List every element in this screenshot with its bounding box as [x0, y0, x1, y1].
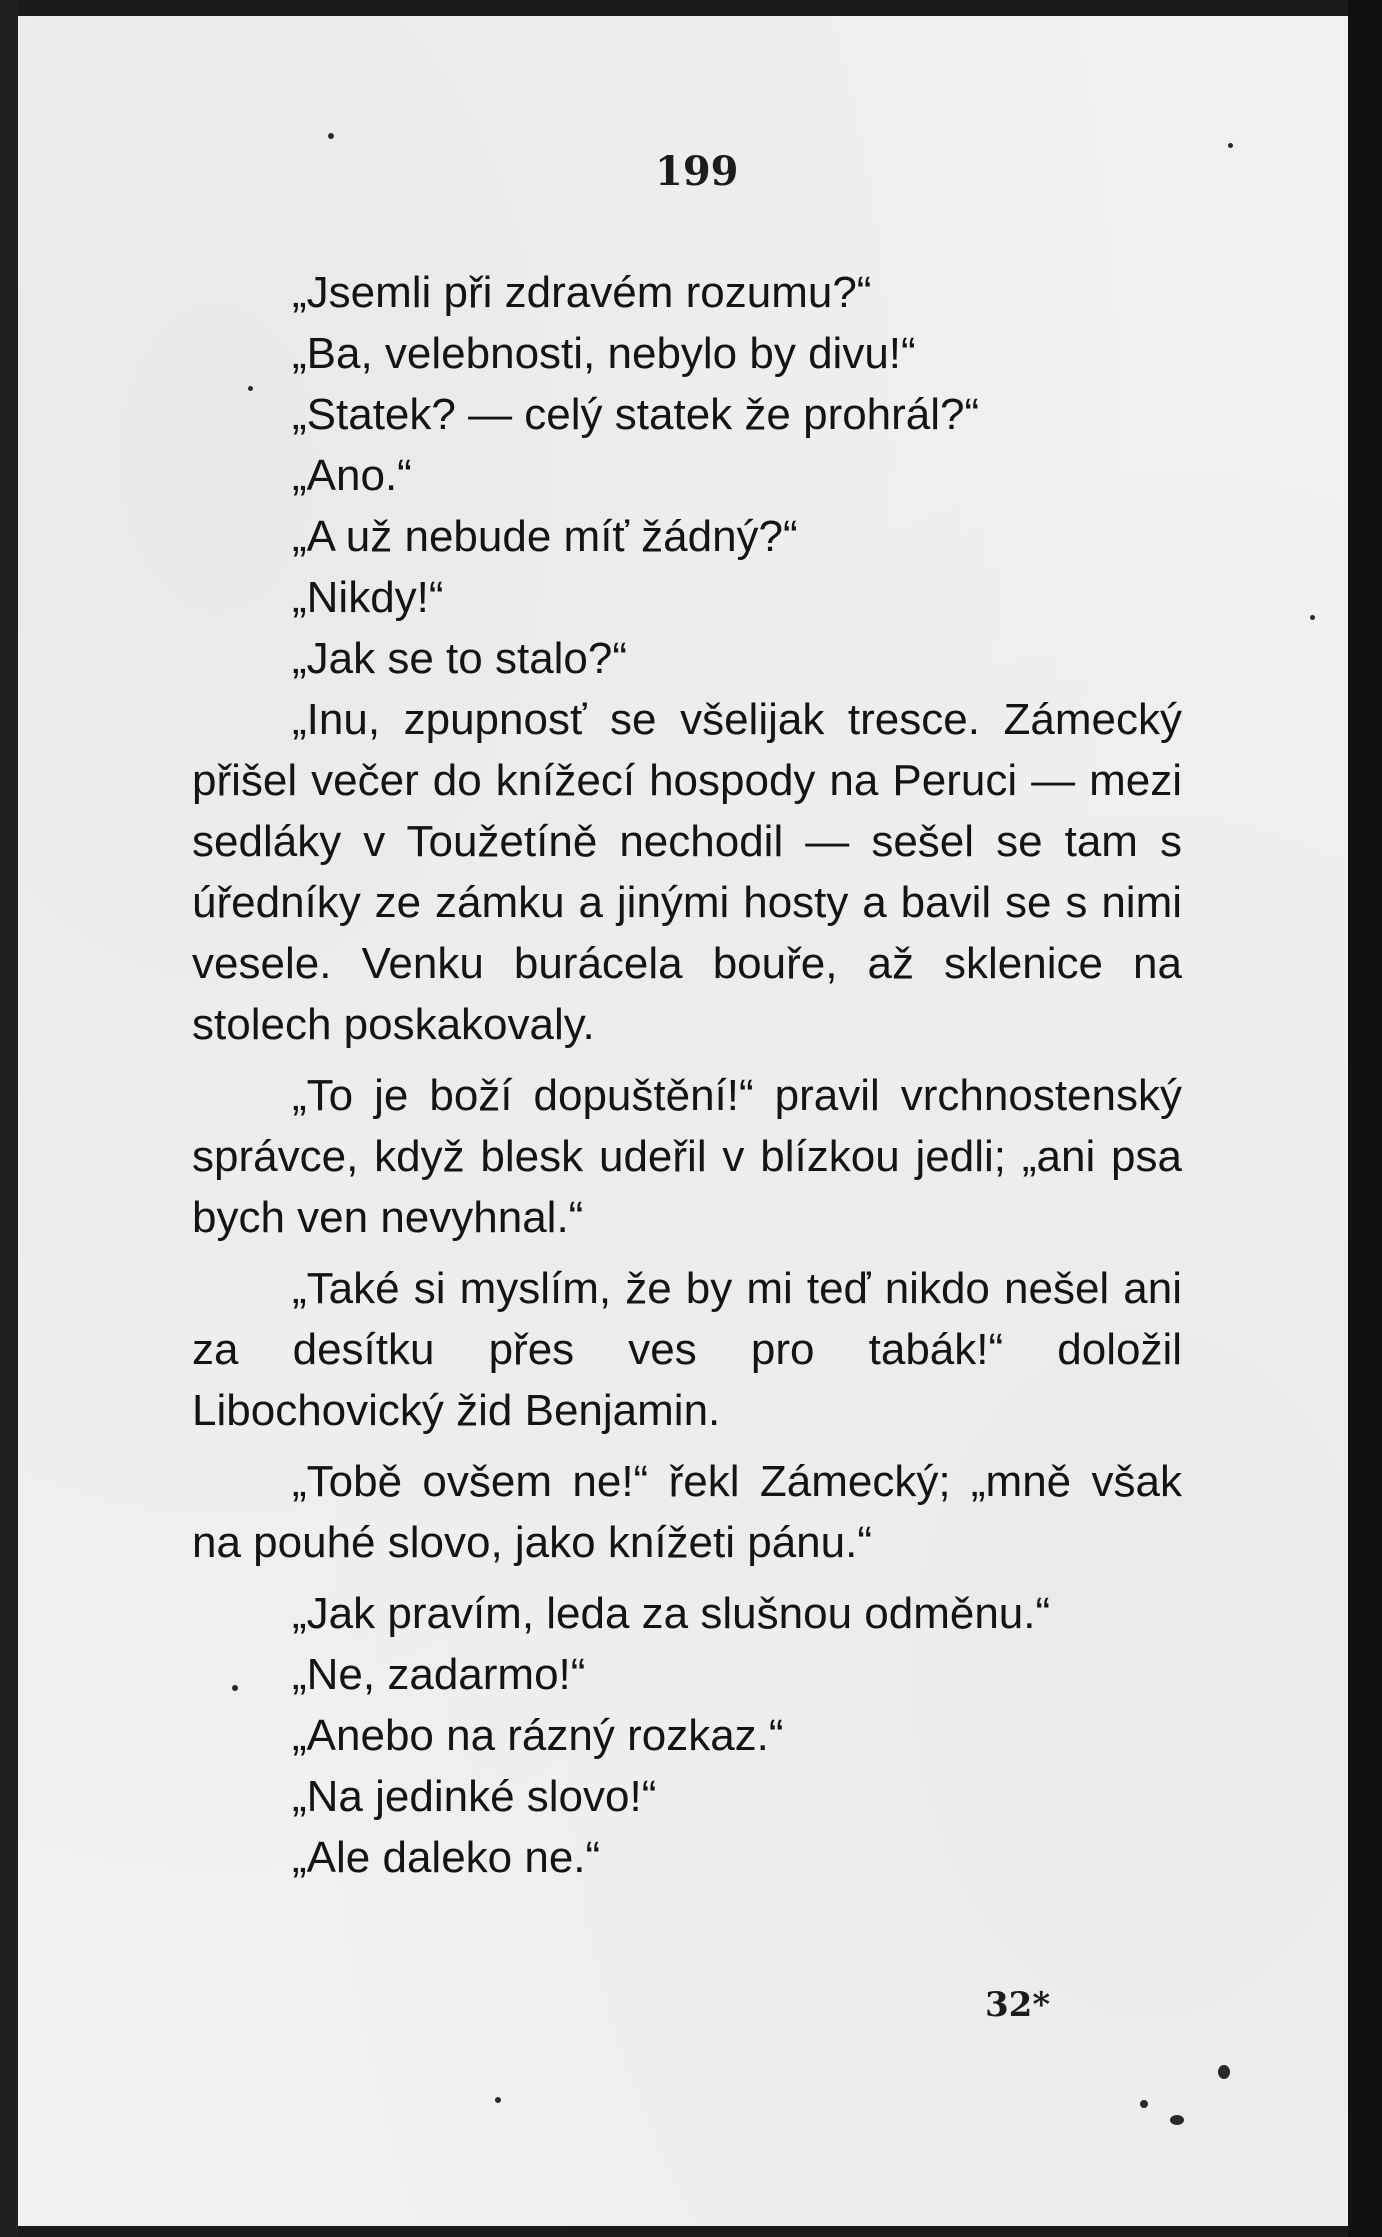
- dialogue-line: „Jak pravím, leda za slušnou odměnu.“: [292, 1589, 1051, 1638]
- paragraph: „Inu, zpupnosť se všelijak tresce. Zámecký přišel večer do knížecí hospody na Peruci — mezi sedláky v Toužetíně nechodil — sešel se tam s úředníky ze zámku a jinými hosty a bavil se s nimi vesele. Venku burácela bouře, až sklenice na stolech poskakovaly.: [192, 695, 1182, 1049]
- body-text: [192, 262, 1182, 1888]
- paper-speck: [248, 386, 253, 391]
- scan-left-edge: [0, 0, 18, 2237]
- signature-mark: 32*: [985, 1985, 1051, 2025]
- scan-right-edge: [1348, 0, 1382, 2237]
- paper-speck: [1310, 615, 1315, 620]
- paper-speck: [1170, 2115, 1184, 2125]
- dialogue-line: „Jsemli při zdravém rozumu?“: [292, 268, 872, 317]
- page-number: 199: [655, 148, 739, 195]
- dialogue-line: „Na jedinké slovo!“: [292, 1772, 657, 1821]
- paper-speck: [1140, 2100, 1148, 2108]
- paragraph: „Také si myslím, že by mi teď nikdo nešel ani za desítku přes ves pro tabák!“ doložil Libochovický žid Benjamin.: [192, 1264, 1182, 1435]
- paper-speck: [495, 2097, 501, 2103]
- dialogue-line: „A už nebude míť žádný?“: [292, 512, 798, 561]
- paper-speck: [1228, 143, 1233, 148]
- dialogue-line: „Ba, velebnosti, nebylo by divu!“: [292, 329, 916, 378]
- paragraph: „To je boží dopuštění!“ pravil vrchnostenský správce, když blesk udeřil v blízkou jedli; „ani psa bych ven nevyhnal.“: [192, 1071, 1182, 1242]
- dialogue-line: „Statek? — celý statek že prohrál?“: [292, 390, 980, 439]
- paper-speck: [232, 1685, 238, 1691]
- paper-speck: [328, 133, 334, 139]
- dialogue-line: „Ale daleko ne.“: [292, 1833, 601, 1882]
- paper-speck: [1218, 2065, 1230, 2079]
- dialogue-line: „Anebo na rázný rozkaz.“: [292, 1711, 784, 1760]
- dialogue-line: „Nikdy!“: [292, 573, 444, 622]
- paragraph: „Tobě ovšem ne!“ řekl Zámecký; „mně však na pouhé slovo, jako knížeti pánu.“: [192, 1457, 1182, 1567]
- dialogue-line: „Ne, zadarmo!“: [292, 1650, 586, 1699]
- dialogue-line: „Ano.“: [292, 451, 412, 500]
- dialogue-line: „Jak se to stalo?“: [292, 634, 628, 683]
